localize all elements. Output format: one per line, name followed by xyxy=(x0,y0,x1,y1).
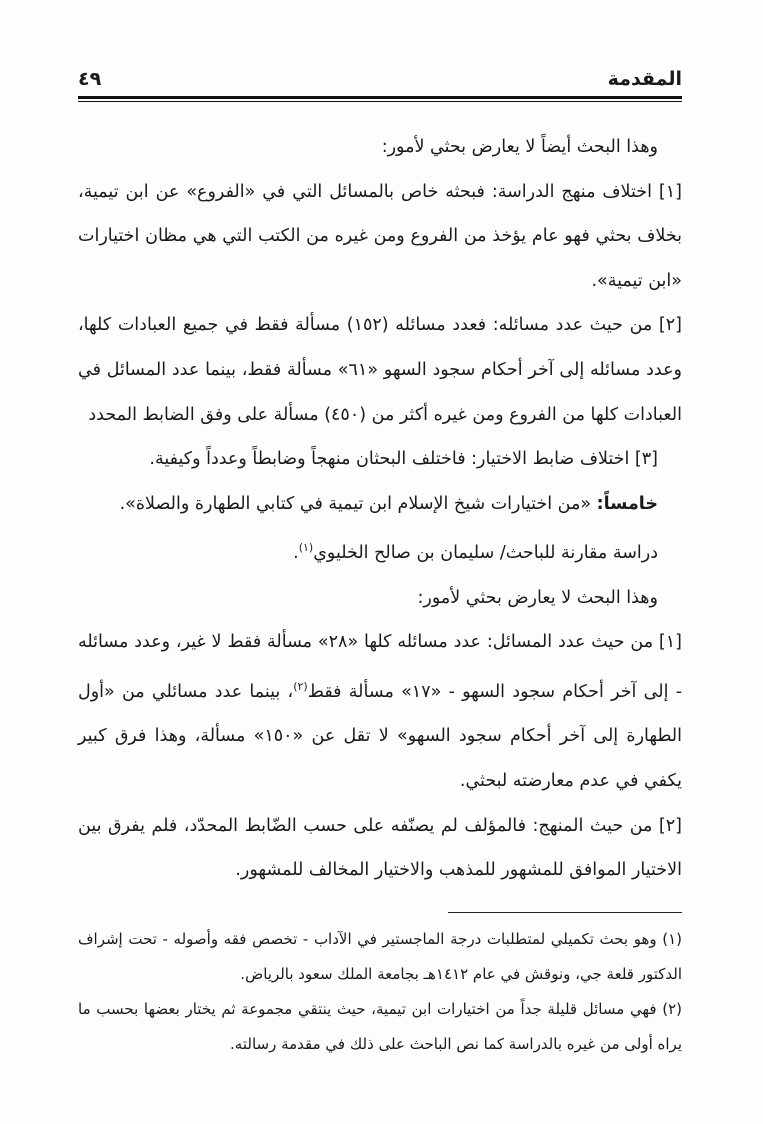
paragraph: [٢] من حيث عدد مسائله: فعدد مسائله (١٥٢) مسألة فقط في جميع العبادات كلها، وعدد مسائله إلى آخر أحكام سجود السهو «٦١» مسألة فقط، بينما عدد المسائل في العبادات كلها من الفروع ومن غيره أكثر من (٤٥٠) مسألة على وفق الضابط المحدد xyxy=(78,315,682,425)
paragraph-text: ، بينما عدد مسائلي من «أول الطهارة إلى آخر أحكام سجود السهو» لا تقل عن «١٥٠» مسألة، وهذا فرق كبير يكفي في عدم معارضته لبحثي. xyxy=(78,681,682,791)
paragraph: وهذا البحث أيضاً لا يعارض بحثي لأمور: xyxy=(381,137,658,157)
main-text xyxy=(78,125,682,893)
paragraph xyxy=(78,526,682,575)
paragraph: وهذا البحث لا يعارض بحثي لأمور: xyxy=(417,587,658,608)
paragraph-text: «من اختيارات شيخ الإسلام ابن تيمية في كتابي الطهارة والصلاة». xyxy=(119,493,597,514)
paragraph xyxy=(78,482,682,527)
footnotes xyxy=(78,922,682,1062)
footnote-ref: (١) xyxy=(298,541,314,555)
section-title: المقدمة xyxy=(607,68,682,90)
page-header xyxy=(78,66,682,94)
header-rule-thick xyxy=(78,96,682,99)
paragraph-text: . xyxy=(293,543,299,564)
paragraph xyxy=(78,620,682,803)
page-number: ٤٩ xyxy=(78,68,102,90)
paragraph: [١] اختلاف منهج الدراسة: فبحثه خاص بالمسائل التي في «الفروع» عن ابن تيمية، بخلاف بحثي فهو عام يؤخذ من الفروع ومن غيره من الكتب التي هي مظان اختيارات «ابن تيمية». xyxy=(78,181,682,291)
section-label: خامساً: xyxy=(596,493,658,514)
footnote-ref: (٢) xyxy=(293,679,308,693)
paragraph-text: دراسة مقارنة للباحث/ سليمان بن صالح الخليوي xyxy=(313,543,658,564)
footnote-separator xyxy=(448,912,682,913)
footnote: (١) وهو بحث تكميلي لمتطلبات درجة الماجستير في الآداب - تخصص فقه وأصوله - تحت إشراف الدكتور قلعة جي، ونوقش في عام ١٤١٢هـ بجامعة الملك سعود بالرياض. xyxy=(78,930,682,983)
paragraph: [٣] اختلاف ضابط الاختيار: فاختلف البحثان منهجاً وضابطاً وعدداً وكيفية. xyxy=(149,449,658,470)
paragraph-text: [١] من حيث عدد المسائل: عدد مسائله كلها «٢٨» مسألة فقط لا غير، وعدد مسائله - إلى آخر أحكام سجود السهو - «١٧» مسألة فقط xyxy=(78,632,683,702)
paragraph: [٢] من حيث المنهج: فالمؤلف لم يصنّفه على حسب الضّابط المحدّد، فلم يفرق بين الاختيار الموافق للمشهور للمذهب والاختيار المخالف للمشهور. xyxy=(78,815,682,881)
header-rule-thin xyxy=(78,101,682,102)
footnote: (٢) فهي مسائل قليلة جداً من اختيارات ابن تيمية، حيث ينتقي مجموعة ثم يختار بعضها بحسب ما يراه أولى من غيره بالدراسة كما نص الباحث على ذلك في مقدمة رسالته. xyxy=(78,1000,682,1053)
